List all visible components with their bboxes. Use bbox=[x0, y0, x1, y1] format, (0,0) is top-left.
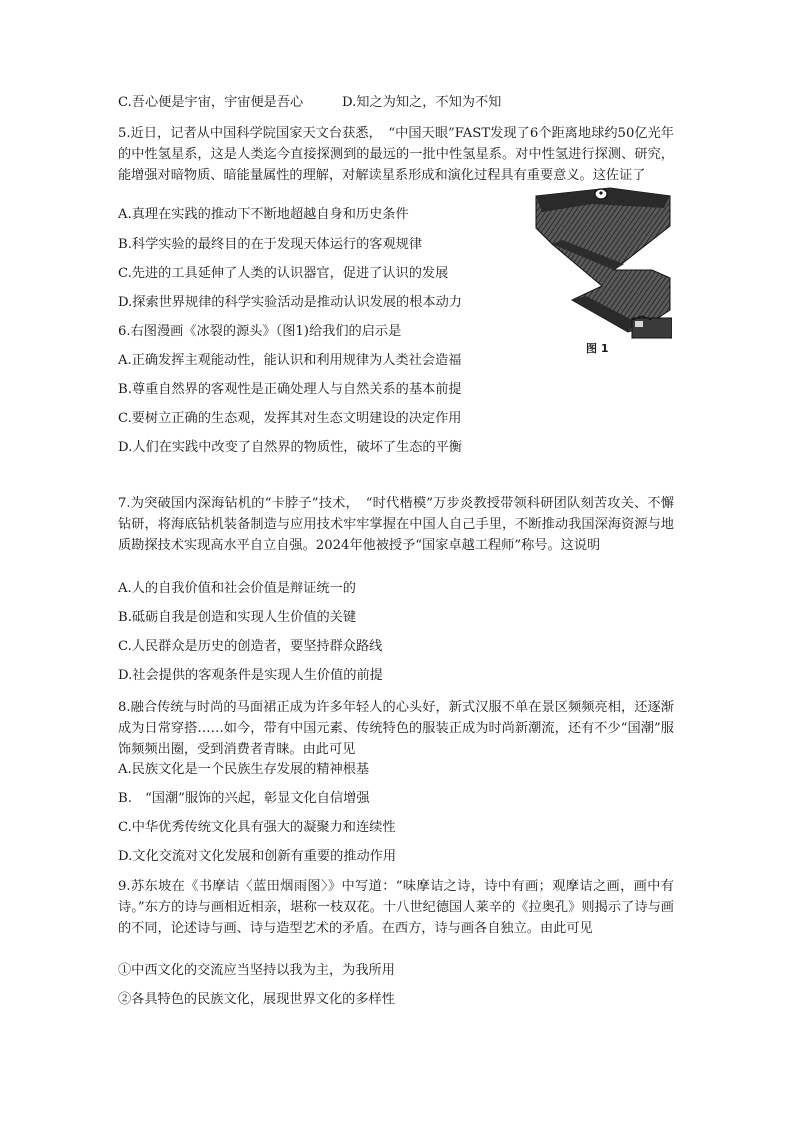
q8-option-d: D.文化交流对文化发展和创新有重要的推动作用 bbox=[118, 849, 397, 864]
q6-option-a: A.正确发挥主观能动性，能认识和利用规律为人类社会造福 bbox=[118, 353, 462, 368]
q7-option-c: C.人民群众是历史的创造者，要坚持群众路线 bbox=[118, 639, 383, 654]
q5-option-c: C.先进的工具延伸了人类的认识器官，促进了认识的发展 bbox=[118, 266, 449, 281]
q7-option-a: A.人的自我价值和社会价值是辩证统一的 bbox=[118, 581, 356, 596]
q6-stem: 6.右图漫画《冰裂的源头》（图1)给我们的启示是 bbox=[118, 324, 402, 339]
q6-option-d: D.人们在实践中改变了自然界的物质性，破坏了生态的平衡 bbox=[118, 440, 462, 455]
q7-option-b: B.砥砺自我是创造和实现人生价值的关键 bbox=[118, 610, 357, 625]
q8-stem: 8.融合传统与时尚的马面裙正成为许多年轻人的心头好，新式汉服不单在景区频频亮相，还逐渐成为日常穿搭……如今，带有中国元素、传统特色的服装正成为时尚新潮流，还有不少“国潮”服饰频频出圈，受到消费者青睐。由此可见 bbox=[118, 700, 674, 757]
q8-option-a: A.民族文化是一个民族生存发展的精神根基 bbox=[118, 762, 370, 777]
figure-caption: 图 1 bbox=[586, 342, 609, 355]
ice-crack-cartoon-image bbox=[532, 182, 672, 354]
q5-option-b: B.科学实验的最终目的在于发现天体运行的客观规律 bbox=[118, 237, 423, 252]
q7-stem: 7.为突破国内深海钻机的“卡脖子”技术， “时代楷模”万步炎教授带领科研团队刻苦攻关、不懈钻研，将海底钻机装备制造与应用技术牢牢掌握在中国人自己手里，不断推动我国深海资源与地质勘探技术实现高水平自立自强。2024年他被授予“国家卓越工程师”称号。这说明 bbox=[118, 496, 674, 553]
q8-option-c: C.中华优秀传统文化具有强大的凝聚力和连续性 bbox=[118, 820, 396, 835]
q6-option-c: C.要树立正确的生态观，发挥其对生态文明建设的决定作用 bbox=[118, 411, 462, 426]
q7-option-d: D.社会提供的客观条件是实现人生价值的前提 bbox=[118, 668, 383, 683]
q9-stem: 9.苏东坡在《书摩诘〈蓝田烟雨图〉》中写道：“味摩诘之诗，诗中有画；观摩诘之画，画中有诗。”东方的诗与画相近相亲，堪称一枝双花。十八世纪德国人莱辛的《拉奥孔》则揭示了诗与画的不同，论述诗与画、诗与造型艺术的矛盾。在西方，诗与画各自独立。由此可见 bbox=[118, 879, 674, 936]
option-c-prev: C.吾心便是宇宙，宇宙便是吾心 bbox=[118, 95, 304, 110]
q9-statement-2: ②各具特色的民族文化，展现世界文化的多样性 bbox=[118, 992, 395, 1007]
q8-option-b: B. “国潮”服饰的兴起，彰显文化自信增强 bbox=[118, 791, 370, 806]
q5-stem: 5.近日，记者从中国科学院国家天文台获悉， “中国天眼”FAST发现了6个距离地球约50亿光年的中性氢星系，这是人类迄今直接探测到的最远的一批中性氢星系。对中性氢进行探测、研究，能增强对暗物质、暗能量属性的理解，对解读星系形成和演化过程具有重要意义。这佐证了 bbox=[118, 126, 674, 183]
q9-statement-1: ①中西文化的交流应当坚持以我为主，为我所用 bbox=[118, 963, 395, 978]
q5-option-a: A.真理在实践的推动下不断地超越自身和历史条件 bbox=[118, 207, 409, 222]
q6-option-b: B.尊重自然界的客观性是正确处理人与自然关系的基本前提 bbox=[118, 382, 462, 397]
q5-option-d: D.探索世界规律的科学实验活动是推动认识发展的根本动力 bbox=[118, 295, 462, 310]
option-d-prev: D.知之为知之，不知为不知 bbox=[342, 95, 502, 110]
